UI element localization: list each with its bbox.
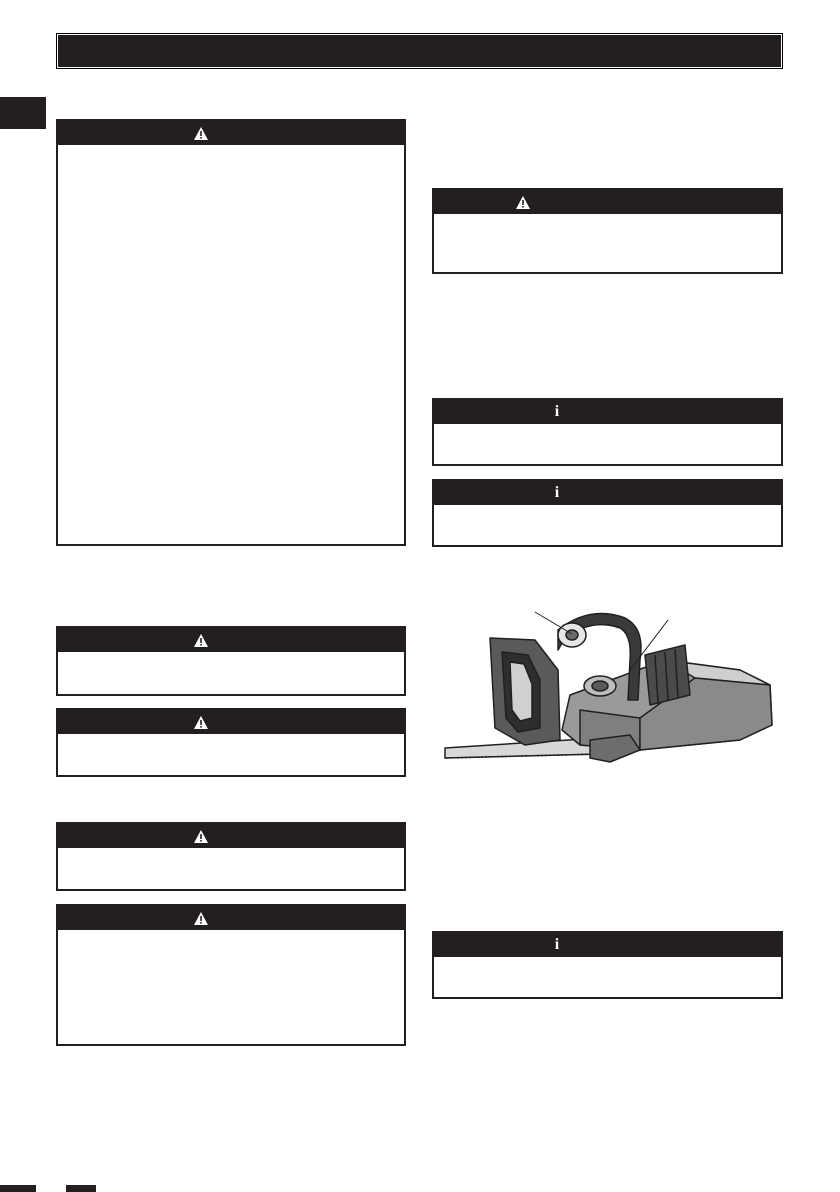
info-icon: i [554, 484, 560, 501]
warning-triangle-icon [192, 125, 210, 141]
footer-fragment [66, 1185, 96, 1192]
warning-box-header [58, 710, 404, 734]
warning-triangle-icon [192, 714, 210, 730]
warning-triangle-icon [514, 194, 532, 210]
note-box [432, 479, 783, 547]
warning-box-header [58, 824, 404, 848]
callout-line-1 [535, 612, 572, 634]
note-box [432, 931, 783, 999]
note-box-header [434, 481, 781, 505]
note-box [432, 398, 783, 466]
warning-box [56, 626, 406, 696]
info-icon: i [554, 403, 560, 420]
warning-box-header [434, 190, 781, 214]
warning-triangle-icon [192, 632, 210, 648]
info-icon: i [554, 936, 560, 953]
footer-fragment [0, 1185, 36, 1192]
note-box-header [434, 400, 781, 424]
warning-box-header [58, 906, 404, 930]
note-box-header [434, 933, 781, 957]
warning-box [56, 708, 406, 777]
warning-box-header [58, 628, 404, 652]
section-tab [0, 97, 46, 129]
warning-box [56, 822, 406, 891]
warning-box [432, 188, 783, 274]
warning-triangle-icon [192, 910, 210, 926]
chainsaw-illustration [440, 600, 775, 785]
page-header-bar [57, 34, 782, 68]
warning-box [56, 904, 406, 1046]
warning-box-header [58, 121, 404, 145]
warning-box [56, 119, 406, 546]
warning-triangle-icon [192, 828, 210, 844]
